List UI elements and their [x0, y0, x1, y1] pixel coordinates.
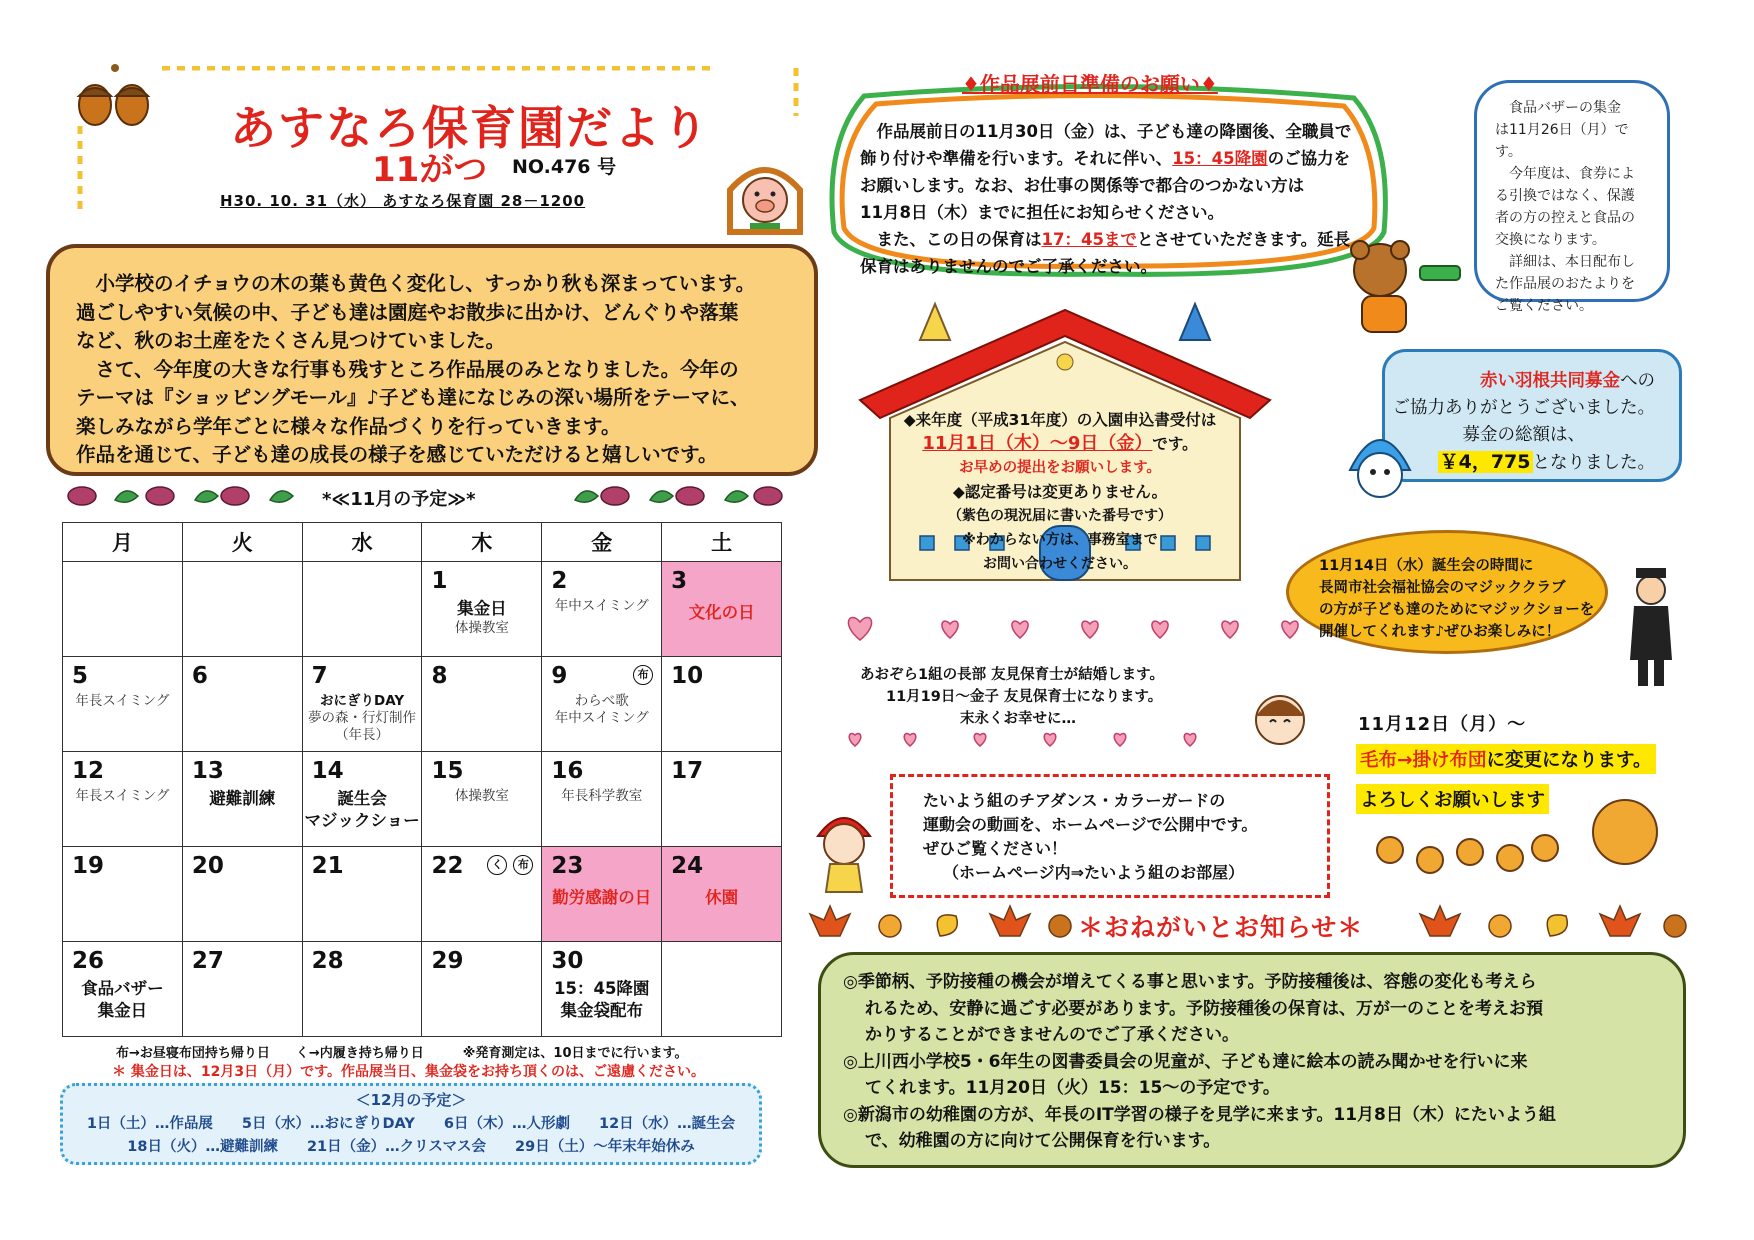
day-number: 27 — [191, 948, 224, 974]
calendar-day-cell — [182, 657, 302, 752]
notice-line: で、幼稚園の方に向けて公開保育を行います。 — [865, 1131, 1221, 1151]
taiyou-line: 運動会の動画を、ホームページで公開中です。 — [923, 815, 1258, 834]
calendar-body — [63, 562, 782, 1037]
acorn-pair-icon — [70, 60, 160, 130]
magic-line: 11月14日（水）誕生会の時間に — [1319, 558, 1534, 574]
prep-text-span: とさせていただきます。延長 — [1136, 230, 1351, 249]
calendar-day-cell — [542, 657, 662, 752]
intro-line: 楽しみながら学年ごとに様々な作品づくりを行っていきます。 — [76, 414, 621, 438]
prep-line: 11月8日（木）までに担任にお知らせください。 — [860, 203, 1224, 222]
day-number: 24 — [671, 853, 704, 879]
event-line: 年長科学教室 — [561, 788, 643, 804]
day-events — [422, 598, 541, 637]
day-events — [183, 788, 302, 810]
intro-line: 作品を通じて、子ども達の成長の様子を感じていただけると嬉しいです。 — [76, 443, 718, 466]
newsletter-month: 11がつ — [372, 150, 488, 190]
december-row: 1日（土）…作品展 5日（水）…おにぎりDAY 6日（木）…人形劇 12日（水）…誕生会 — [86, 1116, 736, 1132]
day-events — [422, 788, 541, 805]
calendar-day-cell — [302, 847, 422, 942]
prep-line — [860, 226, 1380, 253]
notice-line: てくれます。11月20日（火）15：15～の予定です。 — [865, 1078, 1280, 1098]
prep-line: 作品展前日の11月30日（金）は、子ども達の降園後、全職員で — [860, 122, 1352, 141]
calendar-day-cell — [63, 562, 183, 657]
event-line: 避難訓練 — [209, 789, 276, 808]
bazaar-line: 詳細は、本日配布し — [1495, 254, 1635, 270]
event-line: 15：45降園 — [554, 979, 650, 998]
day-number: 12 — [72, 758, 105, 784]
weekday-fri: 金 — [542, 523, 662, 562]
day-number: 22 — [431, 853, 464, 879]
bazaar-line: は11月26日（月）です。 — [1495, 122, 1629, 160]
day-events — [662, 604, 781, 621]
calendar-day-cell — [542, 562, 662, 657]
calendar-day-cell — [182, 562, 302, 657]
day-number: 23 — [551, 853, 584, 879]
feather-amount: ￥4，775 — [1439, 451, 1531, 473]
event-line: 年中スイミング — [554, 598, 649, 614]
prep-line: お願いします。なお、お仕事の関係等で都合のつかない方は — [860, 176, 1305, 195]
day-number: 7 — [311, 663, 328, 689]
magician-icon — [1616, 560, 1686, 690]
calendar-day-cell — [182, 942, 302, 1037]
event-line: わらべ歌 — [574, 693, 629, 709]
admission-line: お問い合わせください。 — [983, 556, 1137, 572]
day-events — [63, 978, 182, 1022]
calendar-day-cell — [662, 562, 782, 657]
day-number: 5 — [72, 663, 89, 689]
taiyou-line: （ホームページ内⇒たいよう組のお部屋） — [943, 863, 1245, 882]
day-number: 30 — [551, 948, 584, 974]
event-line: 文化の日 — [688, 603, 755, 622]
intro-line: 小学校のイチョウの木の葉も黄色く変化し、すっかり秋も深まっています。 — [76, 272, 756, 295]
calendar-legend: 布→お昼寝布団持ち帰り日 く→内履き持ち帰り日 ※発育測定は、10日までに行います。 — [116, 1046, 688, 1061]
event-line: 食品バザー — [81, 979, 164, 998]
intro-line: さて、今年度の大きな行事も残すところ作品展のみとなりました。今年の — [76, 357, 739, 381]
bazaar-line: た作品展のおたよりを — [1495, 276, 1635, 292]
feather-line: 募金の総額は、 — [1462, 425, 1585, 445]
december-schedule — [60, 1083, 762, 1165]
day-number: 2 — [551, 568, 568, 594]
calendar-day-cell — [63, 752, 183, 847]
notices-box — [818, 952, 1686, 1168]
event-line: 年中スイミング — [554, 710, 649, 726]
november-calendar — [62, 522, 782, 1037]
day-number: 15 — [431, 758, 464, 784]
calendar-day-cell — [422, 847, 542, 942]
calendar-day-cell — [422, 657, 542, 752]
calendar-day-cell — [302, 562, 422, 657]
day-number: 6 — [191, 663, 208, 689]
marriage-line: あおぞら1組の長部 友見保育士が結婚します。 — [860, 667, 1164, 683]
magic-show-notice — [1286, 530, 1608, 654]
bazaar-line: 今年度は、食券によ — [1495, 166, 1635, 182]
schedule-heading: *≪11月の予定≫* — [322, 489, 476, 510]
intro-line: テーマは『ショッピングモール』♪子ども達になじみの深い場所をテーマに、 — [76, 386, 750, 409]
calendar-day-cell — [302, 657, 422, 752]
admission-line: （紫色の現況届に書いた番号です） — [948, 508, 1172, 524]
day-events — [542, 598, 661, 615]
calendar-day-cell — [662, 942, 782, 1037]
event-line: 年長スイミング — [75, 788, 170, 804]
admission-notice — [880, 408, 1240, 576]
collection-notice: ＊ 集金日は、12月3日（月）です。作品展当日、集金袋をお持ち頂くのは、ご遠慮ください。 — [112, 1064, 705, 1080]
taiyou-line: ぜひご覧ください！ — [923, 839, 1068, 858]
calendar-day-cell — [662, 752, 782, 847]
calendar-day-cell — [63, 942, 183, 1037]
bazaar-line: 交換になります。 — [1495, 232, 1606, 248]
dateline: H30. 10. 31（水） あすなろ保育園 28－1200 — [220, 192, 586, 210]
taiyou-video-notice — [890, 774, 1330, 898]
calendar-day-cell — [662, 847, 782, 942]
prep-request-body — [860, 118, 1380, 280]
day-number: 17 — [671, 758, 704, 784]
event-line: 誕生会 — [337, 789, 387, 808]
newsletter-title: あすなろ保育園だより — [230, 101, 710, 155]
indoor-shoes-mark-icon: く — [487, 855, 507, 875]
notice-line: れるため、安静に過ごす必要があります。予防接種後の保育は、万が一のことを考えお預 — [865, 998, 1543, 1019]
december-row: 18日（火）…避難訓練 21日（金）…クリスマス会 29日（土）～年末年始休み — [127, 1139, 695, 1155]
day-number: 28 — [311, 948, 344, 974]
event-line: 体操教室 — [454, 788, 509, 804]
admission-line: ◆認定番号は変更ありません。 — [952, 483, 1168, 501]
calendar-day-cell — [63, 847, 183, 942]
taiyou-line: たいよう組のチアダンス・カラーガードの — [923, 791, 1226, 810]
weekday-mon: 月 — [63, 523, 183, 562]
day-events — [303, 693, 422, 744]
bazaar-line: ご覧ください。 — [1495, 298, 1593, 314]
day-number: 26 — [72, 948, 105, 974]
feather-text-span: となりました。 — [1532, 453, 1655, 473]
weekday-thu: 木 — [422, 523, 542, 562]
magic-line: 開催してくれます♪ぜひお楽しみに！ — [1319, 624, 1561, 640]
event-line: マジックショー — [304, 811, 420, 830]
calendar-day-cell — [422, 942, 542, 1037]
futon-mark-icon: 布 — [513, 855, 533, 875]
blanket-change-date: 11月12日（月）～ — [1358, 714, 1527, 735]
smiling-girl-icon — [1240, 688, 1320, 748]
heart-border-bottom — [840, 724, 1210, 754]
calendar-day-cell — [542, 752, 662, 847]
day-events — [542, 889, 661, 906]
day-events — [662, 889, 781, 906]
calendar-day-cell — [302, 942, 422, 1037]
day-number: 10 — [671, 663, 704, 689]
calendar-week-row — [63, 752, 782, 847]
day-events — [63, 788, 182, 805]
day-number: 14 — [311, 758, 344, 784]
calendar-day-cell — [422, 752, 542, 847]
day-number: 13 — [191, 758, 224, 784]
marriage-line: 末永くお幸せに… — [960, 711, 1076, 727]
event-line: おにぎりDAY — [320, 693, 405, 709]
futon-mark-icon: 布 — [633, 665, 653, 685]
bear-painter-icon — [1340, 240, 1480, 340]
weekday-wed: 水 — [302, 523, 422, 562]
admission-text-span: です。 — [1152, 435, 1198, 453]
acorn-group-icon — [1370, 790, 1680, 890]
event-line: 集金日 — [457, 599, 507, 618]
intro-message — [46, 244, 818, 476]
admission-line — [880, 432, 1240, 456]
event-line: （年長） — [335, 727, 390, 743]
pig-mascot-icon — [720, 150, 810, 240]
prep-request-title: ♦作品展前日準備のお願い♦ — [962, 72, 1218, 96]
event-line: 年長スイミング — [75, 693, 170, 709]
magic-line: の方が子ども達のためにマジックショーを — [1319, 602, 1595, 618]
blanket-change-notice — [1356, 744, 1656, 774]
blue-mascot-icon — [1340, 420, 1420, 520]
intro-line: 過ごしやすい気候の中、子ども達は園庭やお散歩に出かけ、どんぐりや落葉 — [76, 300, 739, 324]
calendar-day-cell — [182, 752, 302, 847]
weekday-sat: 土 — [662, 523, 782, 562]
issue-number: NO.476 号 — [512, 156, 617, 178]
calendar-week-row — [63, 562, 782, 657]
day-number: 20 — [191, 853, 224, 879]
care-time-highlight: 17：45まで — [1041, 230, 1137, 249]
day-events — [542, 693, 661, 727]
calendar-day-cell — [302, 752, 422, 847]
day-events — [303, 788, 422, 832]
marriage-line: 11月19日～金子 友見保育士になります。 — [886, 689, 1163, 705]
calendar-day-cell — [182, 847, 302, 942]
day-events — [542, 788, 661, 805]
calendar-week-row — [63, 942, 782, 1037]
event-line: 集金袋配布 — [560, 1001, 643, 1020]
bazaar-line: 者の方の控えと食品の — [1495, 210, 1635, 226]
calendar-week-row — [63, 657, 782, 752]
day-events — [542, 978, 661, 1022]
feather-line — [1385, 368, 1655, 395]
day-number: 21 — [311, 853, 344, 879]
feather-line — [1385, 449, 1655, 477]
weekday-header-row — [63, 523, 782, 562]
event-line: 体操教室 — [454, 620, 509, 636]
day-number: 29 — [431, 948, 464, 974]
day-number: 16 — [551, 758, 584, 784]
bazaar-line: る引換ではなく、保護 — [1495, 188, 1635, 204]
prep-line — [860, 145, 1380, 172]
event-line: 休園 — [705, 888, 739, 907]
event-line: 集金日 — [97, 1001, 148, 1020]
admission-line: ※わからない方は、事務室まで — [962, 532, 1158, 548]
calendar-day-cell — [542, 942, 662, 1037]
notice-line: かりすることができませんのでご了承ください。 — [865, 1025, 1239, 1045]
day-number: 9 — [551, 663, 568, 689]
bazaar-line: 食品バザーの集金 — [1495, 100, 1621, 116]
calendar-day-cell — [662, 657, 782, 752]
event-line: 勤労感謝の日 — [552, 888, 652, 907]
day-number: 8 — [431, 663, 448, 689]
calendar-week-row — [63, 847, 782, 942]
calendar-day-cell — [542, 847, 662, 942]
event-line: 夢の森・行灯制作 — [308, 710, 417, 726]
feather-fund-name: 赤い羽根共同募金 — [1480, 371, 1620, 391]
day-number: 1 — [431, 568, 448, 594]
prep-line: 保育はありませんのでご了承ください。 — [860, 257, 1157, 276]
weekday-tue: 火 — [182, 523, 302, 562]
intro-line: など、秋のお土産をたくさん見つけていました。 — [76, 329, 506, 352]
blanket-text-span: に変更になります。 — [1486, 750, 1652, 771]
day-events — [63, 693, 182, 710]
bazaar-speech-bubble — [1474, 80, 1670, 314]
prep-text-span: のご協力を — [1267, 149, 1351, 168]
prep-text-span: 飾り付けや準備を行います。それに伴い、 — [860, 149, 1173, 168]
calendar-day-cell — [63, 657, 183, 752]
magic-line: 長岡市社会福祉協会のマジッククラブ — [1319, 580, 1566, 596]
notice-line: ◎上川西小学校5・6年生の図書委員会の児童が、子ども達に絵本の読み聞かせを行いに来 — [843, 1051, 1528, 1072]
notices-title: ＊おねがいとお知らせ＊ — [1078, 913, 1364, 942]
feather-line: ご協力ありがとうございました。 — [1392, 398, 1655, 418]
day-number: 19 — [72, 853, 105, 879]
feather-text-span: への — [1620, 371, 1655, 391]
child-with-star-icon — [804, 800, 884, 900]
blanket-request: よろしくお願いします — [1356, 784, 1549, 814]
blanket-change-item: 毛布→掛け布団 — [1360, 750, 1487, 771]
pickup-time-highlight: 15：45降園 — [1172, 149, 1268, 168]
marriage-announcement — [860, 664, 1260, 730]
notice-line: ◎新潟市の幼稚園の方が、年長のIT学習の様子を見学に来ます。11月8日（木）にたいよう組 — [843, 1104, 1556, 1125]
red-feather-fund-box — [1382, 349, 1682, 482]
admission-line: ◆来年度（平成31年度）の入園申込書受付は — [903, 411, 1217, 429]
prep-text-span: また、この日の保育は — [860, 230, 1042, 249]
admission-line: お早めの提出をお願いします。 — [959, 460, 1161, 476]
heart-border-top — [840, 610, 1310, 650]
notice-line: ◎季節柄、予防接種の機会が増えてくる事と思います。予防接種後は、容態の変化も考えら — [843, 972, 1537, 992]
december-title: ＜12月の予定＞ — [355, 1091, 467, 1109]
calendar-day-cell — [422, 562, 542, 657]
day-number: 3 — [671, 568, 688, 594]
admission-period: 11月1日（木）～9日（金） — [922, 433, 1153, 454]
